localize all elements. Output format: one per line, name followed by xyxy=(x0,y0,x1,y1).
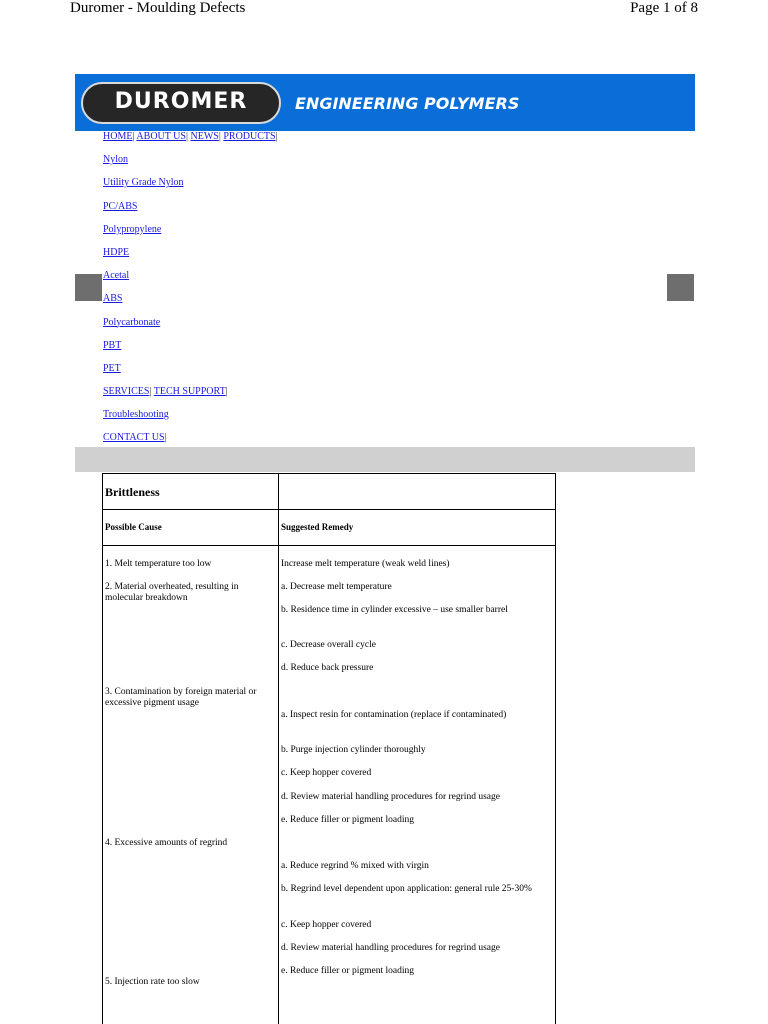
nav-menu xyxy=(103,131,278,456)
remedy-item: a. Reduce regrind % mixed with virgin xyxy=(281,861,429,871)
remedy-item: Increase melt temperature (weak weld lines) xyxy=(281,559,450,569)
gray-divider-bar xyxy=(75,447,695,472)
duromer-logo[interactable] xyxy=(81,82,281,124)
column-divider xyxy=(278,474,279,1024)
nav-link-pbt[interactable]: PBT xyxy=(103,339,122,351)
nav-separator: | xyxy=(132,131,135,142)
nav-link-home[interactable]: HOME xyxy=(103,131,133,142)
row-divider xyxy=(103,545,555,546)
remedy-item: e. Reduce filler or pigment loading xyxy=(281,966,414,976)
nav-separator: | xyxy=(275,131,278,142)
cause-item: 5. Injection rate too slow xyxy=(105,977,200,987)
remedy-item: a. Decrease melt temperature xyxy=(281,582,392,592)
nav-link-troubleshooting[interactable]: Troubleshooting xyxy=(103,409,169,421)
nav-link-pet[interactable]: PET xyxy=(103,362,121,374)
remedy-item: b. Regrind level dependent upon application: general rule 25-30% xyxy=(281,884,532,894)
nav-link-pc-abs[interactable]: PC/ABS xyxy=(103,200,138,212)
banner-tagline: ENGINEERING POLYMERS xyxy=(295,94,520,113)
cause-item: 3. Contamination by foreign material or excessive pigment usage xyxy=(105,687,257,708)
nav-link-nylon[interactable]: Nylon xyxy=(103,154,128,166)
row-divider xyxy=(103,509,555,510)
nav-link-acetal[interactable]: Acetal xyxy=(103,270,130,282)
left-gray-square xyxy=(75,274,102,301)
nav-separator: | xyxy=(225,386,228,398)
remedy-item: e. Reduce filler or pigment loading xyxy=(281,815,414,825)
right-gray-square xyxy=(667,274,694,301)
nav-link-news[interactable]: NEWS xyxy=(190,131,219,142)
cause-item: 4. Excessive amounts of regrind xyxy=(105,838,228,848)
nav-link-products[interactable]: PRODUCTS xyxy=(223,131,276,142)
nav-link-contact[interactable]: CONTACT US xyxy=(103,432,165,444)
remedy-item: c. Keep hopper covered xyxy=(281,768,372,778)
remedy-item: b. Purge injection cylinder thoroughly xyxy=(281,745,426,755)
site-banner xyxy=(75,74,695,131)
remedy-item: c. Keep hopper covered xyxy=(281,920,372,930)
services-nav-row xyxy=(103,386,278,409)
remedy-item: b. Residence time in cylinder excessive – use smaller barrel xyxy=(281,605,508,615)
remedy-item: a. Inspect resin for contamination (replace if contaminated) xyxy=(281,710,507,720)
remedy-item: c. Decrease overall cycle xyxy=(281,640,376,650)
remedy-item: d. Review material handling procedures for regrind usage xyxy=(281,943,500,953)
cause-item: 1. Melt temperature too low xyxy=(105,559,212,569)
remedy-item: d. Review material handling procedures for regrind usage xyxy=(281,792,500,802)
nav-link-polycarbonate[interactable]: Polycarbonate xyxy=(103,316,161,328)
nav-link-utility-grade-nylon[interactable]: Utility Grade Nylon xyxy=(103,177,184,189)
nav-link-abs[interactable]: ABS xyxy=(103,293,123,305)
nav-link-hdpe[interactable]: HDPE xyxy=(103,246,130,258)
nav-separator: | xyxy=(218,131,221,142)
logo-text: DUROMER xyxy=(114,89,248,114)
nav-separator: | xyxy=(149,386,152,398)
table-title: Brittleness xyxy=(105,485,160,499)
header-suggested-remedy: Suggested Remedy xyxy=(281,522,354,532)
nav-link-tech-support[interactable]: TECH SUPPORT xyxy=(153,386,226,398)
defects-table xyxy=(102,473,556,1024)
top-nav-row xyxy=(103,131,278,154)
header-possible-cause: Possible Cause xyxy=(105,522,162,532)
nav-link-services[interactable]: SERVICES xyxy=(103,386,150,398)
nav-link-polypropylene[interactable]: Polypropylene xyxy=(103,223,162,235)
nav-separator: | xyxy=(164,432,167,444)
remedy-item: d. Reduce back pressure xyxy=(281,663,374,673)
cause-item: 2. Material overheated, resulting in molecular breakdown xyxy=(105,582,239,603)
nav-separator: | xyxy=(185,131,188,142)
nav-link-about[interactable]: ABOUT US xyxy=(136,131,186,142)
page-indicator: Page 1 of 8 xyxy=(630,0,698,16)
document-title: Duromer - Moulding Defects xyxy=(70,0,246,16)
